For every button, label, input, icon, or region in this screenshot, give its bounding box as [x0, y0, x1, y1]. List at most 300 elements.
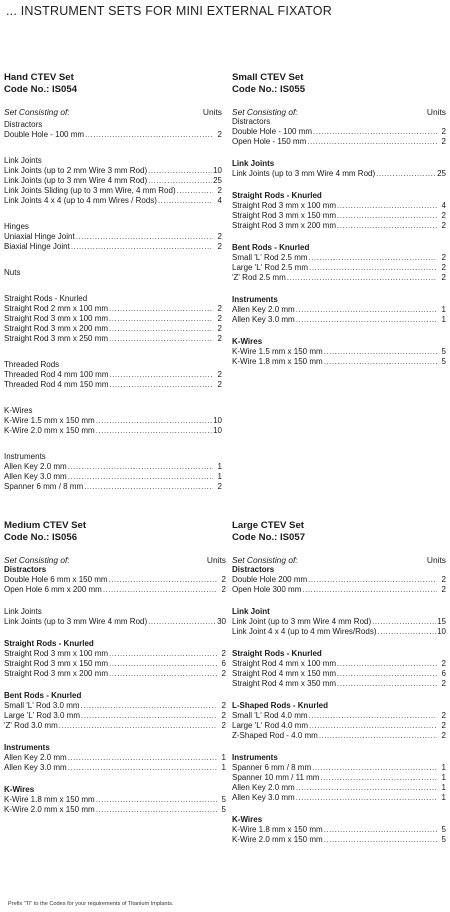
leader-dots	[158, 196, 213, 206]
list-item	[4, 795, 226, 805]
list-item	[4, 416, 222, 426]
set-consisting-label: Set Consisting of:	[232, 555, 298, 565]
list-item	[232, 347, 446, 357]
item-units: 2	[441, 585, 446, 594]
list-item	[4, 472, 222, 482]
list-item	[232, 659, 446, 669]
item-units: 1	[441, 315, 446, 324]
leader-dots	[148, 166, 212, 176]
leader-dots	[324, 825, 437, 835]
item-units: 2	[221, 669, 226, 678]
leader-dots	[76, 232, 213, 242]
item-units: 5	[441, 825, 446, 834]
list-item	[4, 805, 226, 815]
leader-dots	[81, 711, 217, 721]
item-units: 2	[221, 721, 226, 730]
item-label: Spanner 6 mm / 8 mm	[232, 763, 312, 772]
item-units: 2	[221, 649, 226, 658]
item-label: 'Z' Rod 2.5 mm	[232, 273, 286, 282]
list-item	[4, 304, 222, 314]
item-units: 2	[217, 314, 222, 323]
item-units: 2	[217, 242, 222, 251]
section-title: Bent Rods - Knurled	[4, 691, 82, 700]
list-item	[232, 773, 446, 783]
list-item	[232, 731, 446, 741]
item-label: K-Wire 1.8 mm x 150 mm	[232, 825, 323, 834]
leader-dots	[287, 273, 437, 283]
item-units: 2	[217, 324, 222, 333]
kit-section	[4, 120, 222, 140]
item-label: Open Hole 300 mm	[232, 585, 302, 594]
item-label: Link Joint (up to 3 mm Wire 4 mm Rod)	[232, 617, 372, 626]
item-units: 5	[441, 347, 446, 356]
leader-dots	[320, 773, 437, 783]
page-title: ... INSTRUMENT SETS FOR MINI EXTERNAL FIXATOR	[6, 4, 332, 18]
list-item	[4, 130, 222, 140]
list-item	[232, 627, 446, 637]
list-item	[4, 186, 222, 196]
item-label: Allen Key 3.0 mm	[232, 793, 295, 802]
item-units: 2	[221, 711, 226, 720]
item-label: Link Joints (up to 3 mm Wire 4 mm Rod)	[232, 169, 376, 178]
leader-dots	[296, 305, 437, 315]
item-label: Allen Key 2.0 mm	[232, 305, 295, 314]
leader-dots	[324, 347, 437, 357]
leader-dots	[96, 795, 217, 805]
kit-name: Large CTEV Set	[232, 520, 304, 531]
item-label: Allen Key 3.0 mm	[4, 472, 67, 481]
leader-dots	[337, 679, 437, 689]
list-item	[4, 763, 226, 773]
item-label: Straight Rod 3 mm x 150 mm	[232, 211, 337, 220]
list-item	[232, 253, 446, 263]
item-label: K-Wire 1.5 mm x 150 mm	[232, 347, 323, 356]
list-item	[232, 825, 446, 835]
kit-section	[232, 243, 446, 283]
kit-section	[4, 785, 226, 815]
item-label: Straight Rod 3 mm x 200 mm	[232, 221, 337, 230]
item-units: 1	[217, 472, 222, 481]
list-item	[232, 575, 446, 585]
item-label: Small 'L' Rod 3.0 mm	[4, 701, 80, 710]
item-units: 2	[441, 731, 446, 740]
kit-section	[232, 753, 446, 803]
section-title: Link Joints	[4, 607, 42, 616]
leader-dots	[308, 575, 437, 585]
kit-heading	[232, 520, 446, 544]
item-units: 6	[441, 669, 446, 678]
list-item	[4, 314, 222, 324]
list-item	[4, 711, 226, 721]
item-units: 2	[221, 701, 226, 710]
kit-code: Code No.: IS056	[4, 532, 78, 543]
section-title: Distractors	[232, 565, 275, 574]
leader-dots	[324, 835, 437, 845]
kit-section	[232, 159, 446, 179]
item-label: Allen Key 2.0 mm	[232, 783, 295, 792]
item-units: 25	[437, 169, 446, 178]
item-label: Link Joint 4 x 4 (up to 4 mm Wires/Rods)	[232, 627, 377, 636]
item-label: Straight Rod 4 mm x 100 mm	[232, 659, 337, 668]
set-consisting-label: Set Consisting of:	[4, 107, 70, 117]
leader-dots	[296, 783, 437, 793]
section-title: Straight Rods - Knurled	[4, 294, 88, 303]
item-label: 'Z' Rod 3.0 mm	[4, 721, 58, 730]
item-label: Allen Key 2.0 mm	[4, 753, 67, 762]
item-label: K-Wire 2.0 mm x 150 mm	[232, 835, 323, 844]
kit-table-header	[4, 107, 222, 117]
section-title: Distractors	[4, 565, 47, 574]
leader-dots	[313, 127, 437, 137]
list-item	[4, 462, 222, 472]
item-units: 25	[213, 176, 222, 185]
list-item	[4, 242, 222, 252]
item-label: Double Hole - 100 mm	[232, 127, 313, 136]
item-units: 2	[441, 253, 446, 262]
item-label: K-Wire 1.5 mm x 150 mm	[4, 416, 95, 425]
list-item	[4, 721, 226, 731]
medium-ctev-set	[4, 520, 226, 815]
leader-dots	[68, 763, 217, 773]
item-units: 5	[441, 835, 446, 844]
item-label: Z-Shaped Rod - 4.0 mm	[232, 731, 318, 740]
list-item	[232, 679, 446, 689]
item-label: Open Hole - 150 mm	[232, 137, 307, 146]
item-label: Link Joints (up to 2 mm Wire 3 mm Rod)	[4, 166, 148, 175]
item-label: K-Wire 1.8 mm x 150 mm	[232, 357, 323, 366]
units-header: Units	[426, 555, 446, 565]
item-label: Link Joints Sliding (up to 3 mm Wire, 4 mm Rod)	[4, 186, 176, 195]
list-item	[232, 263, 446, 273]
item-units: 1	[441, 783, 446, 792]
leader-dots	[59, 721, 217, 731]
item-units: 2	[441, 211, 446, 220]
large-ctev-set	[232, 520, 446, 845]
item-label: Link Joints 4 x 4 (up to 4 mm Wires / Rods)	[4, 196, 157, 205]
leader-dots	[177, 186, 213, 196]
section-title: Hinges	[4, 222, 29, 231]
kit-section	[4, 406, 222, 436]
units-header: Units	[202, 107, 222, 117]
leader-dots	[307, 137, 437, 147]
leader-dots	[337, 659, 437, 669]
list-item	[232, 669, 446, 679]
list-item	[4, 324, 222, 334]
item-label: Link Joints (up to 3 mm Wire 4 mm Rod)	[4, 176, 148, 185]
item-units: 2	[441, 127, 446, 136]
leader-dots	[109, 334, 213, 344]
leader-dots	[85, 130, 213, 140]
item-label: Straight Rod 3 mm x 200 mm	[4, 669, 109, 678]
list-item	[4, 482, 222, 492]
list-item	[4, 370, 222, 380]
item-label: Straight Rod 3 mm x 100 mm	[232, 201, 337, 210]
list-item	[4, 166, 222, 176]
kit-section	[4, 607, 226, 627]
item-units: 2	[441, 263, 446, 272]
leader-dots	[109, 324, 213, 334]
item-label: Double Hole 200 mm	[232, 575, 308, 584]
item-label: Straight Rod 3 mm x 200 mm	[4, 324, 109, 333]
list-item	[232, 273, 446, 283]
item-units: 10	[213, 426, 222, 435]
set-consisting-label: Set Consisting of:	[232, 107, 298, 117]
item-label: Large 'L' Rod 4.0 mm	[232, 721, 308, 730]
kit-section	[4, 268, 222, 278]
list-item	[232, 721, 446, 731]
leader-dots	[148, 176, 212, 186]
leader-dots	[376, 169, 436, 179]
item-units: 2	[217, 232, 222, 241]
section-title: L-Shaped Rods - Knurled	[232, 701, 328, 710]
list-item	[4, 669, 226, 679]
section-title: Link Joints	[232, 159, 275, 168]
item-label: Straight Rod 3 mm x 100 mm	[4, 314, 109, 323]
list-item	[4, 585, 226, 595]
section-title: Straight Rods - Knurled	[232, 191, 322, 200]
item-units: 2	[217, 304, 222, 313]
list-item	[232, 305, 446, 315]
list-item	[4, 575, 226, 585]
item-units: 10	[213, 416, 222, 425]
kit-section	[4, 294, 222, 344]
leader-dots	[372, 617, 436, 627]
kit-name: Hand CTEV Set	[4, 72, 74, 83]
item-label: Threaded Rod 4 mm 100 mm	[4, 370, 109, 379]
item-units: 4	[441, 201, 446, 210]
leader-dots	[337, 211, 437, 221]
section-title: Straight Rods - Knurled	[4, 639, 94, 648]
leader-dots	[68, 472, 213, 482]
item-units: 1	[221, 753, 226, 762]
list-item	[232, 357, 446, 367]
section-title: Link Joint	[232, 607, 270, 616]
item-units: 2	[217, 186, 222, 195]
list-item	[232, 585, 446, 595]
leader-dots	[96, 805, 217, 815]
small-ctev-set	[232, 72, 446, 367]
item-label: Straight Rod 3 mm x 150 mm	[4, 659, 109, 668]
section-title: Link Joints	[4, 156, 42, 165]
leader-dots	[148, 617, 216, 627]
section-title: Distractors	[4, 120, 43, 129]
item-label: Straight Rod 2 mm x 100 mm	[4, 304, 109, 313]
leader-dots	[296, 315, 437, 325]
list-item	[4, 753, 226, 763]
kit-section	[232, 117, 446, 147]
leader-dots	[309, 263, 437, 273]
item-label: Straight Rod 4 mm x 350 mm	[232, 679, 337, 688]
leader-dots	[337, 669, 437, 679]
kit-table-header	[232, 555, 446, 565]
item-label: Spanner 6 mm / 8 mm	[4, 482, 84, 491]
leader-dots	[110, 370, 214, 380]
leader-dots	[96, 416, 212, 426]
list-item	[232, 315, 446, 325]
kit-section	[4, 743, 226, 773]
item-label: Small 'L' Rod 2.5 mm	[232, 253, 308, 262]
item-units: 1	[441, 793, 446, 802]
leader-dots	[96, 426, 212, 436]
item-units: 2	[441, 575, 446, 584]
item-label: Small 'L' Rod 4.0 mm	[232, 711, 308, 720]
list-item	[4, 659, 226, 669]
list-item	[232, 201, 446, 211]
list-item	[232, 793, 446, 803]
section-title: K-Wires	[4, 785, 35, 794]
item-label: K-Wire 1.8 mm x 150 mm	[4, 795, 95, 804]
item-label: Open Hole 6 mm x 200 mm	[4, 585, 102, 594]
section-title: Bent Rods - Knurled	[232, 243, 310, 252]
leader-dots	[71, 242, 213, 252]
item-units: 5	[221, 795, 226, 804]
kit-section	[4, 565, 226, 595]
kit-section	[232, 295, 446, 325]
item-units: 10	[437, 627, 446, 636]
leader-dots	[302, 585, 437, 595]
item-units: 1	[441, 763, 446, 772]
item-units: 1	[217, 462, 222, 471]
leader-dots	[109, 314, 213, 324]
list-item	[4, 701, 226, 711]
item-units: 15	[437, 617, 446, 626]
section-title: Instruments	[232, 295, 278, 304]
item-units: 2	[217, 482, 222, 491]
leader-dots	[309, 253, 437, 263]
item-label: K-Wire 2.0 mm x 150 mm	[4, 805, 95, 814]
item-label: Uniaxial Hinge Joint	[4, 232, 75, 241]
leader-dots	[378, 627, 437, 637]
item-units: 6	[221, 659, 226, 668]
leader-dots	[312, 763, 437, 773]
section-title: Instruments	[4, 743, 50, 752]
leader-dots	[103, 585, 217, 595]
item-label: Large 'L' Rod 3.0 mm	[4, 711, 80, 720]
list-item	[4, 426, 222, 436]
section-title: K-Wires	[4, 406, 33, 415]
kit-heading	[4, 72, 222, 96]
item-units: 1	[441, 773, 446, 782]
set-consisting-label: Set Consisting of:	[4, 555, 70, 565]
item-units: 2	[217, 370, 222, 379]
item-units: 2	[441, 679, 446, 688]
leader-dots	[68, 753, 217, 763]
list-item	[232, 783, 446, 793]
list-item	[4, 196, 222, 206]
item-label: Double Hole - 100 mm	[4, 130, 85, 139]
kit-section	[4, 360, 222, 390]
leader-dots	[337, 201, 437, 211]
kit-heading	[232, 72, 446, 96]
list-item	[232, 711, 446, 721]
list-item	[4, 649, 226, 659]
item-units: 30	[217, 617, 226, 626]
section-title: K-Wires	[232, 815, 263, 824]
leader-dots	[68, 462, 213, 472]
footer-note: Prefix "Ti" to the Codes for your requirements of Titanium Implants.	[8, 901, 174, 907]
list-item	[4, 232, 222, 242]
leader-dots	[337, 221, 437, 231]
kit-section	[232, 565, 446, 595]
leader-dots	[109, 669, 217, 679]
kit-code: Code No.: IS054	[4, 84, 78, 95]
section-title: Straight Rods - Knurled	[232, 649, 322, 658]
list-item	[4, 334, 222, 344]
units-header: Units	[426, 107, 446, 117]
list-item	[232, 221, 446, 231]
item-label: Straight Rod 3 mm x 250 mm	[4, 334, 109, 343]
item-units: 4	[217, 196, 222, 205]
item-units: 1	[221, 763, 226, 772]
item-units: 2	[441, 137, 446, 146]
kit-section	[232, 815, 446, 845]
leader-dots	[110, 380, 214, 390]
leader-dots	[81, 701, 217, 711]
item-label: Threaded Rod 4 mm 150 mm	[4, 380, 109, 389]
leader-dots	[319, 731, 437, 741]
list-item	[232, 835, 446, 845]
list-item	[4, 617, 226, 627]
section-title: Instruments	[232, 753, 278, 762]
kit-heading	[4, 520, 226, 544]
kit-section	[4, 691, 226, 731]
kit-section	[4, 222, 222, 252]
item-label: Straight Rod 4 mm x 150 mm	[232, 669, 337, 678]
kit-code: Code No.: IS055	[232, 84, 306, 95]
item-units: 2	[217, 130, 222, 139]
item-units: 2	[217, 334, 222, 343]
item-label: Biaxial Hinge Joint	[4, 242, 70, 251]
kit-table-header	[232, 107, 446, 117]
item-label: Link Joints (up to 3 mm Wire 4 mm Rod)	[4, 617, 148, 626]
leader-dots	[109, 659, 217, 669]
kit-name: Small CTEV Set	[232, 72, 304, 83]
item-units: 2	[441, 711, 446, 720]
units-header: Units	[206, 555, 226, 565]
list-item	[232, 137, 446, 147]
kit-section	[232, 337, 446, 367]
kit-section	[4, 452, 222, 492]
list-item	[232, 763, 446, 773]
list-item	[232, 211, 446, 221]
kit-section	[232, 701, 446, 741]
item-units: 1	[441, 305, 446, 314]
item-units: 2	[221, 575, 226, 584]
kit-name: Medium CTEV Set	[4, 520, 87, 531]
section-title: Instruments	[4, 452, 46, 461]
item-label: Double Hole 6 mm x 150 mm	[4, 575, 108, 584]
item-units: 5	[221, 805, 226, 814]
item-label: Large 'L' Rod 2.5 mm	[232, 263, 308, 272]
leader-dots	[84, 482, 213, 492]
item-label: Allen Key 2.0 mm	[4, 462, 67, 471]
leader-dots	[309, 721, 437, 731]
item-units: 2	[221, 585, 226, 594]
leader-dots	[109, 575, 217, 585]
kit-section	[4, 156, 222, 206]
item-units: 2	[441, 273, 446, 282]
item-label: Straight Rod 3 mm x 100 mm	[4, 649, 109, 658]
kit-section	[232, 191, 446, 231]
item-units: 2	[441, 721, 446, 730]
item-label: Allen Key 3.0 mm	[4, 763, 67, 772]
leader-dots	[109, 649, 217, 659]
item-label: K-Wire 2.0 mm x 150 mm	[4, 426, 95, 435]
list-item	[232, 169, 446, 179]
list-item	[4, 380, 222, 390]
kit-table-header	[4, 555, 226, 565]
leader-dots	[296, 793, 437, 803]
